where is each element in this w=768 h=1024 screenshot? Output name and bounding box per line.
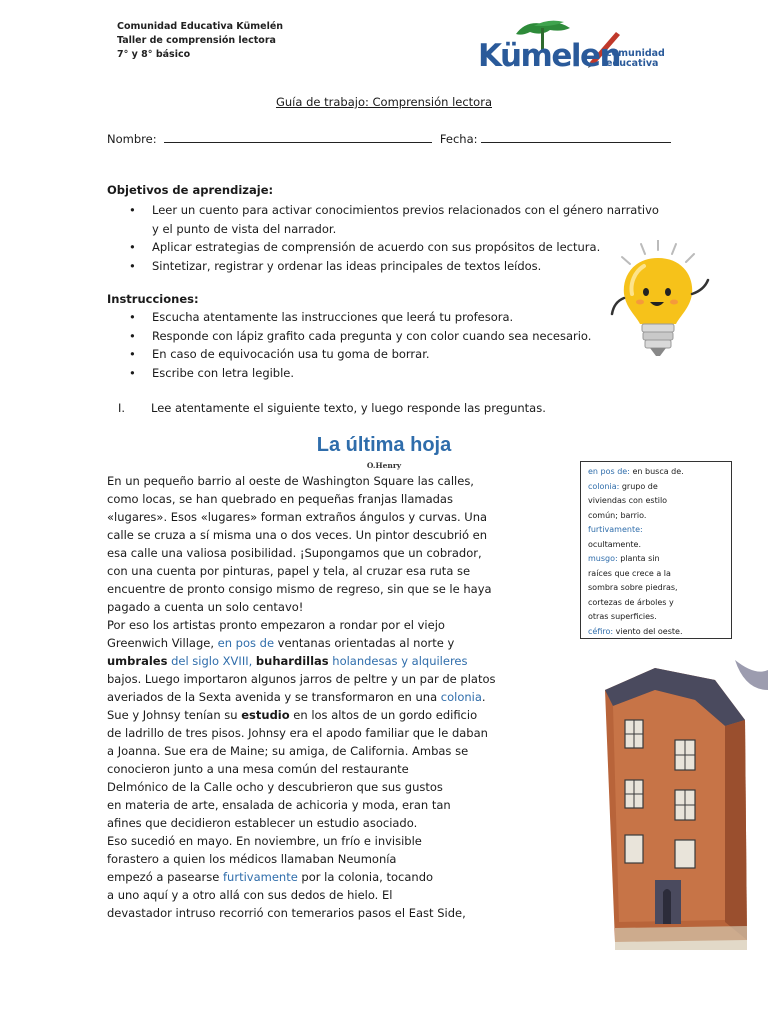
story-line: empezó a pasearse furtivamente por la colonia, tocando bbox=[107, 870, 434, 884]
glossary-line bbox=[588, 625, 724, 640]
glossary-term: céfiro: bbox=[588, 626, 614, 636]
house-illustration bbox=[595, 660, 768, 950]
story-line: Delmónico de la Calle ocho y descubrieron que sus gustos bbox=[107, 780, 443, 794]
story-line: Por eso los artistas pronto empezaron a rondar por el viejo bbox=[107, 618, 445, 632]
story-line: averiados de la Sexta avenida y se transformaron en una colonia. bbox=[107, 690, 486, 704]
glossary-term-link: en pos de bbox=[217, 636, 275, 650]
instructions-list bbox=[129, 308, 609, 382]
story-line: a Joanna. Sue era de Maine; su amiga, de California. Ambas se bbox=[107, 744, 469, 758]
story-line: «lugares». Esos «lugares» forman extraños ángulos y curvas. Una bbox=[107, 510, 488, 524]
vocab-bold-word: buhardillas bbox=[255, 654, 329, 668]
objective-item: • Leer un cuento para activar conocimientos previos relacionados con el género narrativo bbox=[129, 201, 669, 220]
glossary-definition: viviendas con estilo bbox=[588, 496, 668, 505]
logo-sub-1: comunidad bbox=[606, 48, 665, 59]
story-line: Eso sucedió en mayo. En noviembre, un frío e invisible bbox=[107, 834, 422, 848]
instructions-heading: Instrucciones: bbox=[107, 292, 199, 306]
logo-graphic bbox=[478, 18, 668, 78]
name-field[interactable] bbox=[164, 130, 432, 143]
story-line: como locas, se han quebrado en pequeñas franjas llamadas bbox=[107, 492, 453, 506]
kumelen-logo bbox=[478, 18, 668, 78]
student-info-row bbox=[107, 130, 671, 146]
glossary-definition: cortezas de árboles y bbox=[588, 597, 674, 607]
story-line: de ladrillo de tres pisos. Johnsy era el apodo familiar que le daban bbox=[107, 726, 488, 740]
glossary-term: en pos de: bbox=[588, 467, 630, 476]
story-line bbox=[107, 652, 496, 670]
story-line: devastador intruso recorrió con temerarios pasos el East Side, bbox=[107, 906, 466, 920]
section-text: Lee atentamente el siguiente texto, y luego responde las preguntas. bbox=[151, 401, 546, 415]
story-line: esa calle una valiosa posibilidad. ¡Supongamos que un cobrador, bbox=[107, 546, 482, 560]
glossary-line bbox=[588, 610, 724, 625]
school-info bbox=[117, 20, 283, 62]
objective-item-cont: y el punto de vista del narrador. bbox=[152, 221, 337, 236]
story-body bbox=[107, 472, 496, 922]
story-line: encuentre de pronto consigo mismo de regreso, sin que se le haya bbox=[107, 582, 492, 596]
date-field[interactable] bbox=[481, 130, 671, 143]
story-line: en materia de arte, ensalada de achicoria y moda, eran tan bbox=[107, 798, 451, 812]
glossary-definition: común; barrio. bbox=[588, 510, 647, 520]
story-author: O.Henry bbox=[366, 461, 402, 470]
glossary-definition: planta sin bbox=[617, 554, 660, 563]
instruction-item: • Escucha atentamente las instrucciones que leerá tu profesora. bbox=[129, 308, 609, 327]
vocab-bold-word: estudio bbox=[241, 708, 290, 722]
glossary-line bbox=[588, 523, 724, 538]
glossary-line bbox=[588, 538, 724, 553]
instruction-item: • Responde con lápiz grafito cada pregunta y con color cuando sea necesario. bbox=[129, 327, 609, 346]
story-title: La última hoja bbox=[316, 434, 452, 456]
story-line: afines que decidieron establecer un estudio asociado. bbox=[107, 816, 418, 830]
glossary-term: colonia: bbox=[588, 481, 620, 491]
story-line: Sue y Johnsy tenían su estudio en los altos de un gordo edificio bbox=[107, 708, 478, 722]
objective-item: • Sintetizar, registrar y ordenar las ideas principales de textos leídos. bbox=[129, 257, 669, 276]
guide-title: Guía de trabajo: Comprensión lectora bbox=[275, 95, 492, 109]
story-line: con una cuenta por pinturas, papel y tela, al cruzar esa ruta se bbox=[107, 564, 471, 578]
glossary-definition: en busca de. bbox=[629, 467, 684, 476]
glossary-term-link: colonia bbox=[440, 690, 482, 704]
glossary-definition: otras superficies. bbox=[588, 612, 657, 621]
glossary-line bbox=[588, 465, 724, 480]
glossary-line bbox=[588, 552, 724, 567]
objective-item: • Aplicar estrategias de comprensión de acuerdo con sus propósitos de lectura. bbox=[129, 238, 669, 257]
story-line: forastero a quien los médicos llamaban Neumonía bbox=[107, 852, 397, 866]
glossary-term: musgo: bbox=[588, 554, 618, 563]
date-label: Fecha: bbox=[439, 132, 478, 146]
story-line: Greenwich Village, en pos de ventanas orientadas al norte y bbox=[107, 636, 455, 650]
story-line: pagado a cuenta un solo centavo! bbox=[107, 600, 304, 614]
glossary-box bbox=[580, 461, 732, 639]
grade-level: 7° y 8° básico bbox=[117, 49, 191, 60]
story-line: En un pequeño barrio al oeste de Washington Square las calles, bbox=[107, 474, 474, 488]
lightbulb-mascot-icon bbox=[600, 240, 720, 365]
story-line: calle se cruza a sí misma una o dos veces. Un pintor descubrió en bbox=[107, 528, 487, 542]
glossary-term-link: furtivamente bbox=[223, 870, 298, 884]
story-line: bajos. Luego importaron algunos jarros de peltre y un par de platos bbox=[107, 672, 496, 686]
logo-wordmark: Kümelen bbox=[478, 38, 621, 74]
glossary-line bbox=[588, 567, 724, 582]
glossary-line bbox=[588, 581, 724, 596]
objectives-heading: Objetivos de aprendizaje: bbox=[107, 183, 274, 197]
section-numeral: I. bbox=[118, 401, 126, 415]
glossary-term-link: holandesas y alquileres bbox=[328, 654, 468, 668]
logo-sub-2: educativa bbox=[606, 58, 659, 69]
glossary-definition: grupo de bbox=[619, 481, 658, 491]
glossary-definition: sombra sobre piedras, bbox=[588, 583, 678, 592]
objectives-list bbox=[129, 201, 669, 275]
glossary-line bbox=[588, 596, 724, 611]
glossary-term: furtivamente: bbox=[588, 525, 643, 534]
glossary-line bbox=[588, 480, 724, 495]
glossary-line bbox=[588, 509, 724, 524]
instruction-item: • Escribe con letra legible. bbox=[129, 364, 609, 383]
glossary-line bbox=[588, 494, 724, 509]
instruction-item: • En caso de equivocación usa tu goma de borrar. bbox=[129, 345, 609, 364]
glossary-definition: raíces que crece a la bbox=[588, 568, 671, 578]
story-line: a uno aquí y a otro allá con sus dedos de hielo. El bbox=[107, 888, 393, 902]
workshop-name: Taller de comprensión lectora bbox=[117, 35, 276, 46]
school-name: Comunidad Educativa Kümelén bbox=[117, 21, 284, 32]
vocab-bold-word: umbrales bbox=[107, 654, 168, 668]
story-line: conocieron junto a una mesa común del restaurante bbox=[107, 762, 409, 776]
name-label: Nombre: bbox=[107, 132, 157, 146]
glossary-term-link: del siglo XVIII, bbox=[167, 654, 256, 668]
section-one-instruction bbox=[118, 401, 546, 415]
glossary-definition: ocultamente. bbox=[588, 539, 642, 549]
glossary-definition: viento del oeste. bbox=[613, 626, 683, 636]
